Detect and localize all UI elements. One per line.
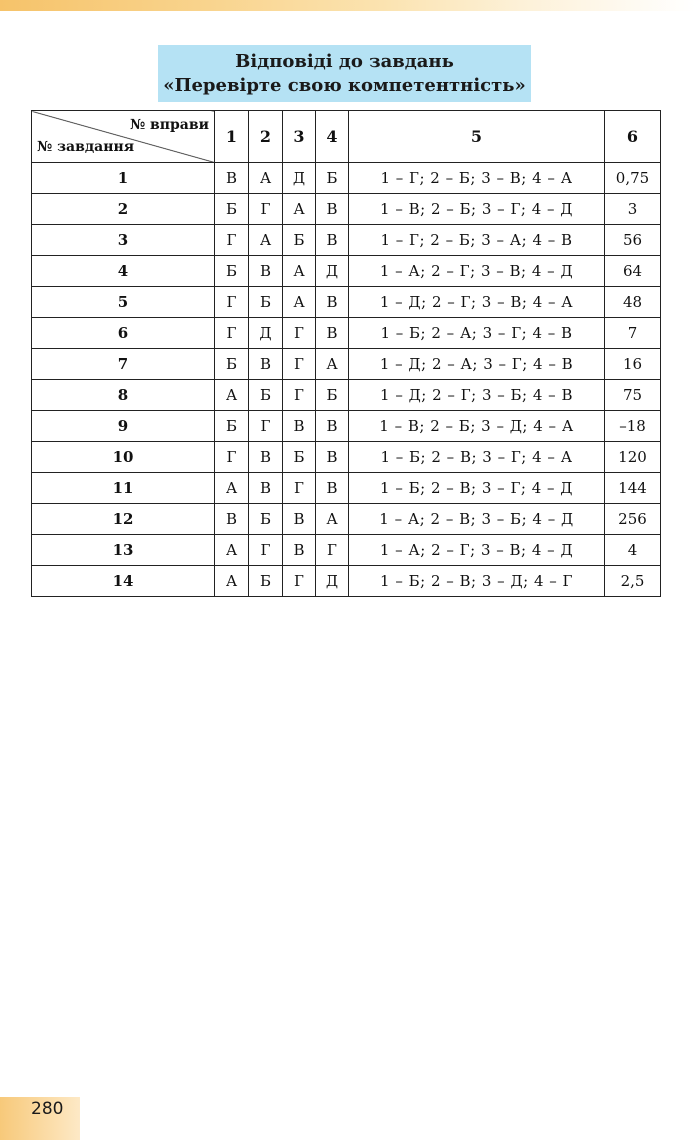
- task-number: 8: [32, 380, 215, 411]
- answer-5: 1 – А; 2 – Г; 3 – В; 4 – Д: [349, 256, 605, 287]
- answer-1: Б: [215, 411, 249, 442]
- answer-4: Б: [316, 163, 349, 194]
- answers-table: [31, 110, 661, 597]
- answer-4: В: [316, 442, 349, 473]
- answer-6: 64: [605, 256, 661, 287]
- table-row: [32, 194, 661, 225]
- answer-6: 48: [605, 287, 661, 318]
- header-col-3: 3: [283, 111, 316, 163]
- answer-2: Г: [249, 411, 283, 442]
- answer-5: 1 – А; 2 – В; 3 – Б; 4 – Д: [349, 504, 605, 535]
- answer-1: Б: [215, 349, 249, 380]
- answer-1: А: [215, 473, 249, 504]
- task-number: 2: [32, 194, 215, 225]
- answer-6: 0,75: [605, 163, 661, 194]
- answer-4: А: [316, 504, 349, 535]
- answer-4: В: [316, 318, 349, 349]
- answer-6: 2,5: [605, 566, 661, 597]
- answer-2: В: [249, 349, 283, 380]
- table-row: [32, 318, 661, 349]
- table-row: [32, 287, 661, 318]
- answer-5: 1 – А; 2 – Г; 3 – В; 4 – Д: [349, 535, 605, 566]
- answer-2: Б: [249, 504, 283, 535]
- answer-4: Д: [316, 256, 349, 287]
- answer-2: Б: [249, 566, 283, 597]
- answer-3: А: [283, 256, 316, 287]
- task-number: 12: [32, 504, 215, 535]
- answer-4: В: [316, 411, 349, 442]
- header-col-5: 5: [349, 111, 605, 163]
- answer-5: 1 – Б; 2 – В; 3 – Д; 4 – Г: [349, 566, 605, 597]
- table-row: [32, 535, 661, 566]
- answer-5: 1 – Г; 2 – Б; 3 – В; 4 – А: [349, 163, 605, 194]
- answer-2: А: [249, 225, 283, 256]
- task-number: 11: [32, 473, 215, 504]
- table-row: [32, 473, 661, 504]
- answer-3: В: [283, 535, 316, 566]
- answer-2: В: [249, 256, 283, 287]
- task-number: 7: [32, 349, 215, 380]
- answer-3: Б: [283, 442, 316, 473]
- answer-6: 7: [605, 318, 661, 349]
- header-col-4: 4: [316, 111, 349, 163]
- answer-5: 1 – Б; 2 – В; 3 – Г; 4 – Д: [349, 473, 605, 504]
- answer-4: Г: [316, 535, 349, 566]
- title-line-2: «Перевірте свою компетентність»: [163, 74, 526, 96]
- answer-6: 75: [605, 380, 661, 411]
- table-row: [32, 411, 661, 442]
- task-number: 3: [32, 225, 215, 256]
- answer-5: 1 – Д; 2 – Г; 3 – Б; 4 – В: [349, 380, 605, 411]
- table-row: [32, 504, 661, 535]
- table-row: [32, 256, 661, 287]
- answer-1: Г: [215, 287, 249, 318]
- answer-1: А: [215, 380, 249, 411]
- answer-3: А: [283, 287, 316, 318]
- answer-5: 1 – Б; 2 – В; 3 – Г; 4 – А: [349, 442, 605, 473]
- answer-6: –18: [605, 411, 661, 442]
- table-row: [32, 225, 661, 256]
- answer-6: 144: [605, 473, 661, 504]
- answer-6: 120: [605, 442, 661, 473]
- answer-2: Д: [249, 318, 283, 349]
- table-row: [32, 349, 661, 380]
- task-number: 9: [32, 411, 215, 442]
- answer-2: В: [249, 442, 283, 473]
- answer-1: В: [215, 504, 249, 535]
- table-row: [32, 163, 661, 194]
- task-number: 4: [32, 256, 215, 287]
- answer-2: Б: [249, 287, 283, 318]
- answer-5: 1 – В; 2 – Б; 3 – Г; 4 – Д: [349, 194, 605, 225]
- table-row: [32, 380, 661, 411]
- answer-5: 1 – Г; 2 – Б; 3 – А; 4 – В: [349, 225, 605, 256]
- task-number: 14: [32, 566, 215, 597]
- answer-2: Г: [249, 535, 283, 566]
- answer-2: В: [249, 473, 283, 504]
- answer-4: А: [316, 349, 349, 380]
- answer-6: 56: [605, 225, 661, 256]
- header-task-label: № завдання: [37, 139, 135, 155]
- answer-6: 16: [605, 349, 661, 380]
- task-number: 6: [32, 318, 215, 349]
- answer-5: 1 – В; 2 – Б; 3 – Д; 4 – А: [349, 411, 605, 442]
- answer-3: Г: [283, 349, 316, 380]
- answer-6: 3: [605, 194, 661, 225]
- answer-1: В: [215, 163, 249, 194]
- answer-3: В: [283, 504, 316, 535]
- top-decorative-strip: [0, 0, 695, 11]
- table-header-row: [32, 111, 661, 163]
- answer-4: Д: [316, 566, 349, 597]
- answer-3: А: [283, 194, 316, 225]
- answer-5: 1 – Б; 2 – А; 3 – Г; 4 – В: [349, 318, 605, 349]
- title-line-1: Відповіді до завдань: [235, 50, 454, 72]
- answer-1: Г: [215, 442, 249, 473]
- answer-1: А: [215, 566, 249, 597]
- answer-3: Б: [283, 225, 316, 256]
- answer-5: 1 – Д; 2 – А; 3 – Г; 4 – В: [349, 349, 605, 380]
- answer-1: Г: [215, 318, 249, 349]
- answer-2: Г: [249, 194, 283, 225]
- header-corner-cell: [32, 111, 215, 163]
- answer-1: Г: [215, 225, 249, 256]
- answer-3: Г: [283, 318, 316, 349]
- answer-3: Г: [283, 473, 316, 504]
- answer-1: Б: [215, 194, 249, 225]
- header-col-6: 6: [605, 111, 661, 163]
- answer-1: Б: [215, 256, 249, 287]
- table-row: [32, 566, 661, 597]
- answer-6: 256: [605, 504, 661, 535]
- answer-4: Б: [316, 380, 349, 411]
- task-number: 1: [32, 163, 215, 194]
- answer-1: А: [215, 535, 249, 566]
- answer-3: Г: [283, 566, 316, 597]
- answer-3: В: [283, 411, 316, 442]
- answer-4: В: [316, 473, 349, 504]
- task-number: 13: [32, 535, 215, 566]
- answer-5: 1 – Д; 2 – Г; 3 – В; 4 – А: [349, 287, 605, 318]
- table-row: [32, 442, 661, 473]
- page-number: 280: [31, 1099, 64, 1119]
- header-exercise-label: № вправи: [129, 117, 209, 133]
- answer-3: Г: [283, 380, 316, 411]
- answer-4: В: [316, 225, 349, 256]
- answer-2: Б: [249, 380, 283, 411]
- answer-3: Д: [283, 163, 316, 194]
- answer-4: В: [316, 287, 349, 318]
- header-col-2: 2: [249, 111, 283, 163]
- header-col-1: 1: [215, 111, 249, 163]
- answer-2: А: [249, 163, 283, 194]
- answer-6: 4: [605, 535, 661, 566]
- task-number: 5: [32, 287, 215, 318]
- answer-4: В: [316, 194, 349, 225]
- task-number: 10: [32, 442, 215, 473]
- title-box: [158, 45, 531, 102]
